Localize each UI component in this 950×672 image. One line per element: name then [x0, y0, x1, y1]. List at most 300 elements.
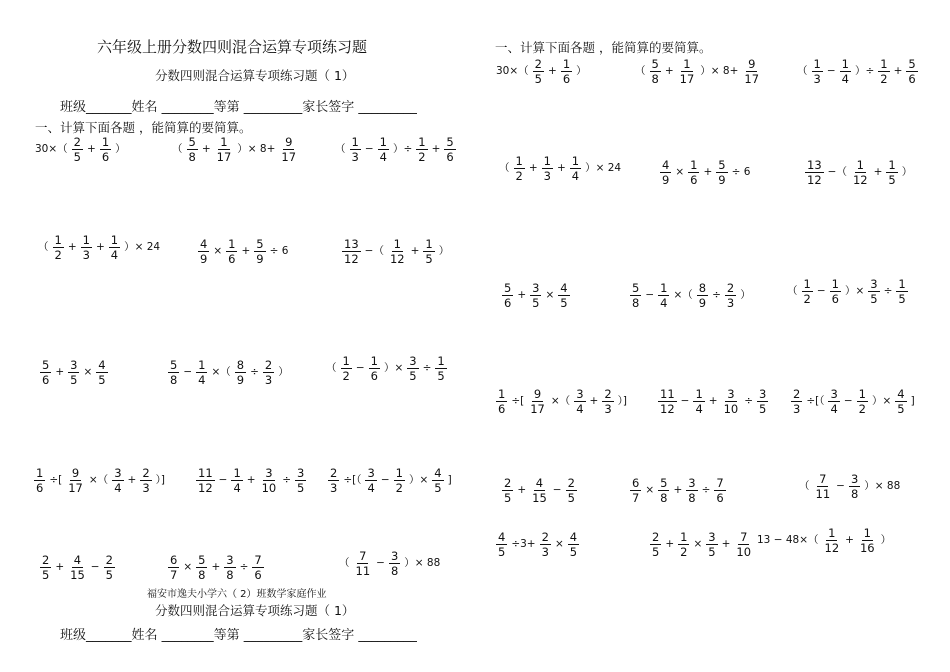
problem-9-left	[324, 354, 449, 383]
math-expression	[500, 281, 572, 310]
denominator: 4	[198, 373, 206, 387]
numerator: 2	[534, 57, 542, 71]
fraction	[805, 158, 824, 187]
denominator: 5	[504, 491, 512, 505]
denominator: 6	[690, 173, 698, 187]
numerator: 7	[254, 553, 262, 567]
numerator: 7	[359, 549, 367, 563]
numerator: 5	[632, 281, 640, 295]
fraction	[444, 135, 455, 164]
fraction	[650, 530, 661, 559]
operator-text: （	[499, 162, 510, 175]
operator-text: ×	[693, 538, 703, 551]
denominator: 5	[652, 545, 660, 559]
operator-text: ）× 24	[124, 241, 161, 254]
operator-text: ）]	[155, 474, 166, 487]
numerator: 11	[660, 387, 675, 401]
denominator: 10	[736, 545, 752, 559]
denominator: 11	[355, 564, 371, 578]
problem-11-right	[656, 383, 770, 416]
operator-text: ×（	[211, 366, 231, 379]
math-expression	[500, 476, 579, 505]
numerator: 8	[236, 358, 245, 372]
fraction	[570, 154, 581, 183]
fraction	[34, 466, 45, 495]
numerator: 13	[807, 158, 822, 172]
fraction	[81, 233, 92, 262]
operator-text: ×	[545, 289, 555, 302]
operator-text: ）×	[844, 285, 865, 298]
fraction	[540, 530, 551, 559]
denominator: 4	[110, 248, 119, 262]
numerator: 2	[504, 476, 512, 490]
denominator: 3	[793, 402, 801, 416]
operator-text: ÷	[282, 474, 292, 487]
operator-text: −	[376, 557, 385, 570]
problem-8-left	[166, 354, 291, 387]
math-expression	[194, 466, 308, 495]
denominator: 8	[651, 72, 659, 86]
denominator: 8	[188, 150, 196, 164]
denominator: 2	[418, 150, 426, 164]
numerator: 3	[830, 387, 838, 401]
fraction	[722, 387, 741, 416]
denominator: 8	[226, 568, 234, 582]
numerator: 2	[142, 466, 150, 480]
fraction	[96, 358, 107, 387]
fraction	[369, 354, 380, 383]
operator-text: ）×	[383, 362, 404, 375]
numerator: 1	[220, 135, 228, 149]
numerator: 1	[690, 158, 698, 172]
fraction	[196, 553, 207, 582]
numerator: 5	[660, 476, 668, 490]
operator-text: +	[528, 162, 538, 175]
denominator: 2	[880, 72, 888, 86]
fraction	[514, 154, 525, 183]
numerator: 2	[105, 553, 113, 567]
problem-2-right	[633, 57, 763, 86]
fraction	[496, 530, 507, 559]
fraction	[502, 281, 513, 310]
denominator: 3	[82, 248, 90, 262]
math-expression	[628, 476, 728, 505]
fraction	[168, 553, 179, 582]
operator-text: ÷[	[49, 474, 63, 487]
math-expression	[494, 57, 589, 86]
numerator: 8	[698, 281, 707, 295]
problem-5-right	[658, 154, 752, 187]
numerator: 4	[73, 553, 82, 567]
denominator: 6	[504, 296, 512, 310]
denominator: 12	[660, 402, 675, 416]
numerator: 3	[688, 476, 696, 490]
section-heading: 一、计算下面各题 ，能简算的要简算。	[35, 120, 252, 135]
problem-3-left	[333, 135, 458, 164]
fraction	[365, 466, 376, 495]
fraction	[658, 387, 677, 416]
numerator: 4	[897, 387, 905, 401]
numerator: 5	[256, 237, 264, 251]
fraction	[714, 476, 725, 505]
operator-text: ×	[554, 538, 564, 551]
operator-text: ）× 8+	[700, 65, 739, 78]
operator-text: ）× 24	[585, 162, 622, 175]
operator-text: ）	[438, 245, 450, 258]
math-expression	[803, 158, 914, 187]
denominator: 6	[42, 373, 50, 387]
fraction	[650, 57, 661, 86]
operator-text: +	[95, 241, 105, 254]
numerator: 4	[535, 476, 544, 490]
fraction	[725, 281, 736, 310]
fraction	[187, 135, 198, 164]
denominator: 5	[897, 402, 905, 416]
numerator: 13	[344, 237, 359, 251]
math-expression	[633, 57, 763, 86]
numerator: 3	[114, 466, 122, 480]
fraction	[389, 549, 400, 578]
denominator: 5	[759, 402, 767, 416]
numerator: 5	[504, 281, 512, 295]
operator-text: ）× 88	[404, 557, 441, 570]
denominator: 8	[660, 491, 668, 505]
problem-15-left	[337, 549, 442, 578]
math-expression	[797, 472, 902, 501]
denominator: 10	[261, 481, 277, 495]
denominator: 9	[718, 173, 726, 187]
numerator: 1	[351, 135, 359, 149]
fraction	[697, 281, 708, 310]
footer-info-line: 班级_______姓名 ________等第 _________家长签字 _________	[60, 628, 417, 643]
numerator: 1	[395, 466, 403, 480]
denominator: 7	[170, 568, 178, 582]
problem-4-left	[36, 233, 162, 262]
numerator: 1	[660, 281, 668, 295]
denominator: 9	[200, 252, 208, 266]
fraction	[100, 135, 111, 164]
fraction	[198, 237, 209, 266]
numerator: 1	[856, 158, 864, 172]
denominator: 2	[395, 481, 403, 495]
denominator: 4	[114, 481, 122, 495]
operator-text: +	[201, 143, 211, 156]
denominator: 3	[264, 373, 273, 387]
operator-text: ）×	[871, 395, 892, 408]
operator-text: ÷	[422, 362, 432, 375]
denominator: 8	[688, 491, 696, 505]
numerator: 2	[604, 387, 612, 401]
fraction	[435, 354, 446, 383]
denominator: 3	[541, 545, 549, 559]
numerator: 6	[170, 553, 178, 567]
math-expression	[789, 387, 917, 416]
numerator: 3	[226, 553, 234, 567]
section-heading-right: 一、计算下面各题 ，能简算的要简算。	[495, 40, 712, 55]
operator-text: ÷[	[511, 395, 525, 408]
math-expression	[32, 466, 167, 495]
operator-text: +	[845, 534, 854, 547]
fraction	[66, 466, 85, 495]
operator-text: ÷	[744, 395, 754, 408]
operator-text: ）	[278, 366, 289, 379]
fraction	[263, 358, 274, 387]
math-expression	[628, 281, 753, 310]
operator-text: ）× 8+	[237, 143, 276, 156]
operator-text: −	[816, 285, 826, 298]
operator-text: ÷	[701, 484, 711, 497]
fraction	[734, 530, 753, 559]
problem-6-left	[340, 233, 451, 266]
denominator: 8	[850, 487, 859, 501]
denominator: 2	[342, 369, 350, 383]
fraction	[109, 233, 120, 262]
operator-text: +	[241, 245, 251, 258]
denominator: 17	[68, 481, 83, 495]
denominator: 3	[351, 150, 359, 164]
denominator: 11	[815, 487, 831, 501]
operator-text: ）]	[617, 395, 628, 408]
numerator: 3	[70, 358, 78, 372]
fraction	[53, 233, 64, 262]
fraction	[828, 387, 839, 416]
fraction	[533, 57, 544, 86]
numerator: 2	[793, 387, 801, 401]
numerator: 2	[42, 553, 50, 567]
operator-text: +	[721, 538, 731, 551]
problem-7-right	[500, 277, 572, 310]
math-expression	[326, 466, 454, 495]
fraction	[868, 277, 879, 306]
problem-13-left	[38, 549, 117, 582]
denominator: 9	[698, 296, 707, 310]
operator-text: +	[67, 241, 77, 254]
operator-text: −	[826, 65, 836, 78]
math-expression	[785, 277, 910, 306]
fraction	[895, 387, 906, 416]
operator-text: ）×	[408, 474, 429, 487]
denominator: 3	[604, 402, 612, 416]
operator-text: −	[183, 366, 193, 379]
numerator: 7	[819, 472, 827, 486]
denominator: 5	[532, 296, 540, 310]
numerator: 1	[370, 354, 378, 368]
fraction	[812, 57, 823, 86]
denominator: 17	[679, 72, 695, 86]
math-expression	[38, 358, 110, 387]
fraction	[896, 277, 907, 306]
numerator: 2	[652, 530, 660, 544]
denominator: 5	[98, 373, 106, 387]
math-expression	[648, 530, 755, 559]
fraction	[830, 277, 841, 306]
math-expression	[494, 530, 581, 559]
denominator: 3	[726, 296, 735, 310]
denominator: 12	[824, 541, 840, 555]
operator-text: ÷[（	[806, 395, 825, 408]
denominator: 6	[446, 150, 454, 164]
operator-text: 13 − 48×（	[757, 534, 819, 547]
problem-16-right	[494, 526, 581, 559]
math-expression	[755, 526, 893, 555]
problem-15-right	[797, 472, 902, 501]
denominator: 3	[813, 72, 821, 86]
denominator: 8	[390, 564, 399, 578]
denominator: 12	[198, 481, 213, 495]
operator-text: −（	[364, 245, 384, 258]
numerator: 1	[418, 135, 426, 149]
fraction	[693, 387, 704, 416]
fraction	[530, 476, 549, 505]
denominator: 3	[142, 481, 150, 495]
denominator: 16	[859, 541, 875, 555]
numerator: 5	[651, 57, 659, 71]
denominator: 2	[803, 292, 811, 306]
operator-text: ×（	[673, 289, 693, 302]
denominator: 5	[898, 292, 906, 306]
fraction	[561, 57, 572, 86]
operator-text: ÷	[250, 366, 259, 379]
fraction	[823, 526, 842, 555]
denominator: 9	[662, 173, 670, 187]
denominator: 5	[425, 252, 433, 266]
math-expression	[795, 57, 920, 86]
numerator: 4	[498, 530, 506, 544]
fraction	[394, 466, 405, 495]
math-expression	[324, 354, 449, 383]
numerator: 1	[393, 237, 401, 251]
operator-text: −	[364, 143, 374, 156]
fraction	[432, 466, 443, 495]
fraction	[68, 358, 79, 387]
problem-2-left	[170, 135, 300, 164]
operator-text: ÷	[712, 289, 721, 302]
numerator: 11	[198, 466, 213, 480]
operator-text: −	[645, 289, 655, 302]
numerator: 3	[759, 387, 767, 401]
denominator: 5	[498, 545, 506, 559]
denominator: 5	[73, 150, 81, 164]
numerator: 9	[748, 57, 756, 71]
operator-text: ）	[901, 166, 913, 179]
numerator: 1	[498, 387, 506, 401]
fraction	[378, 135, 389, 164]
math-expression	[166, 553, 266, 582]
problem-1-right	[494, 57, 589, 86]
numerator: 1	[54, 233, 62, 247]
denominator: 6	[562, 72, 571, 86]
denominator: 6	[254, 568, 262, 582]
operator-text: +	[517, 484, 527, 497]
operator-text: ×	[83, 366, 93, 379]
numerator: 1	[36, 466, 44, 480]
denominator: 8	[198, 568, 206, 582]
denominator: 4	[233, 481, 241, 495]
operator-text: +	[87, 143, 96, 156]
operator-text: ）	[576, 65, 587, 78]
fraction	[279, 135, 298, 164]
operator-text: ×	[645, 484, 655, 497]
math-expression	[33, 135, 128, 164]
denominator: 15	[70, 568, 85, 582]
problem-4-right	[497, 154, 623, 183]
problem-14-left	[166, 549, 266, 582]
operator-text: +	[246, 474, 256, 487]
denominator: 4	[379, 150, 387, 164]
fraction	[814, 472, 833, 501]
operator-text: −	[843, 395, 853, 408]
operator-text: 30×（	[496, 65, 529, 78]
operator-text: ）	[880, 534, 892, 547]
fraction	[558, 281, 569, 310]
numerator: 1	[228, 237, 236, 251]
numerator: 5	[188, 135, 196, 149]
denominator: 5	[870, 292, 878, 306]
denominator: 5	[560, 296, 568, 310]
fraction	[341, 354, 352, 383]
fraction	[354, 549, 373, 578]
numerator: 5	[170, 358, 178, 372]
numerator: 1	[695, 387, 703, 401]
fraction	[104, 553, 115, 582]
denominator: 9	[256, 252, 264, 266]
math-expression	[36, 233, 162, 262]
problem-13-right	[500, 472, 579, 505]
operator-text: +	[893, 65, 903, 78]
fraction	[502, 476, 513, 505]
numerator: 7	[716, 476, 724, 490]
numerator: 3	[265, 466, 273, 480]
fraction	[660, 158, 671, 187]
fraction	[858, 526, 877, 555]
numerator: 4	[434, 466, 442, 480]
operator-text: （	[797, 65, 808, 78]
math-expression	[333, 135, 458, 164]
numerator: 4	[98, 358, 106, 372]
fraction	[328, 466, 339, 495]
fraction	[416, 135, 427, 164]
denominator: 15	[532, 491, 547, 505]
fraction	[849, 472, 860, 501]
operator-text: +	[673, 484, 683, 497]
operator-text: （	[339, 557, 350, 570]
numerator: 2	[330, 466, 338, 480]
operator-text: +	[211, 561, 221, 574]
denominator: 8	[632, 296, 640, 310]
operator-text: （	[172, 143, 183, 156]
operator-text: −	[355, 362, 365, 375]
denominator: 6	[370, 369, 378, 383]
denominator: 12	[852, 173, 868, 187]
denominator: 3	[543, 169, 551, 183]
worksheet-subtitle: 分数四则混合运算专项练习题（ 1）	[155, 68, 355, 83]
problem-1-left	[33, 135, 128, 164]
footer-subtitle: 分数四则混合运算专项练习题（ 1）	[155, 603, 355, 618]
operator-text: ）	[115, 143, 126, 156]
operator-text: +	[517, 289, 527, 302]
numerator: 1	[198, 358, 206, 372]
numerator: 3	[850, 472, 859, 486]
operator-text: ×	[213, 245, 223, 258]
fraction	[602, 387, 613, 416]
numerator: 1	[831, 277, 839, 291]
operator-text: ÷[（	[343, 474, 362, 487]
denominator: 10	[723, 402, 739, 416]
denominator: 4	[660, 296, 668, 310]
numerator: 1	[803, 277, 811, 291]
operator-text: ）× 88	[864, 480, 901, 493]
denominator: 6	[36, 481, 44, 495]
